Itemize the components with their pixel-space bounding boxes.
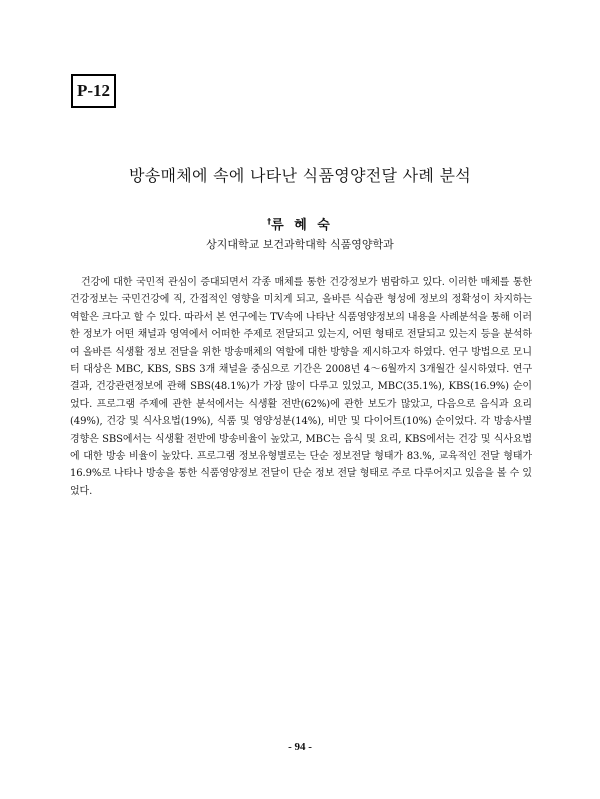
author-affiliation: 상지대학교 보건과학대학 식품영양학과 (206, 238, 394, 251)
author-name: 류 혜 숙 (271, 218, 333, 233)
corresponding-author-mark: † (267, 217, 272, 226)
author-line (0, 214, 600, 233)
abstract-body: 건강에 대한 국민적 관심이 증대되면서 각종 매체를 통한 건강정보가 범람하고 있다. 이러한 매체를 통한 건강정보는 국민건강에 직, 간접적인 영향을 미치게 되고, 올바른 식습관 형성에 정보의 정확성이 차지하는 역할은 크다고 할 수 있다. 따라서 본 연구에는 TV속에 나타난 식품영양정보의 내용을 사례분석을 통해 이러한 정보가 어떤 채널과 영역에서 어떠한 주제로 전달되고 있는지, 어떤 형태로 전달되고 있는지 등을 분석하여 올바른 식생활 정보 전달을 위한 방송매체의 역할에 대한 방향을 제시하고자 하였다. 연구 방법으로 모니터 대상은 MBC, KBS, SBS 3개 채널을 중심으로 기간은 2008년 4～6월까지 3개월간 실시하였다. 연구 결과, 건강관련정보에 관해 SBS(48.1%)가 가장 많이 다루고 있었고, MBC(35.1%), KBS(16.9%) 순이었다. 프로그램 주제에 관한 분석에서는 식생활 전반(62%)에 관한 보도가 많았고, 다음으로 음식과 요리(49%), 건강 및 식사요법(19%), 식품 및 영양성분(14%), 비만 및 다이어트(10%) 순이었다. 각 방송사별 경향은 SBS에서는 식생활 전반에 방송비율이 높았고, MBC는 음식 및 요리, KBS에서는 건강 및 식사요법에 대한 방송 비율이 높았다. 프로그램 정보유형별로는 단순 정보전달 형태가 83.%, 교육적인 전달 형태가 16.9%로 나타나 방송을 통한 식품영양정보 전달이 단순 정보 전달 형태로 주로 다루어지고 있음을 볼 수 있었다. (70, 277, 532, 497)
paper-title: 방송매체에 속에 나타난 식품영양전달 사례 분석 (128, 166, 472, 185)
poster-id-badge: P-12 (71, 74, 116, 108)
page-number: - 94 - (288, 741, 312, 753)
